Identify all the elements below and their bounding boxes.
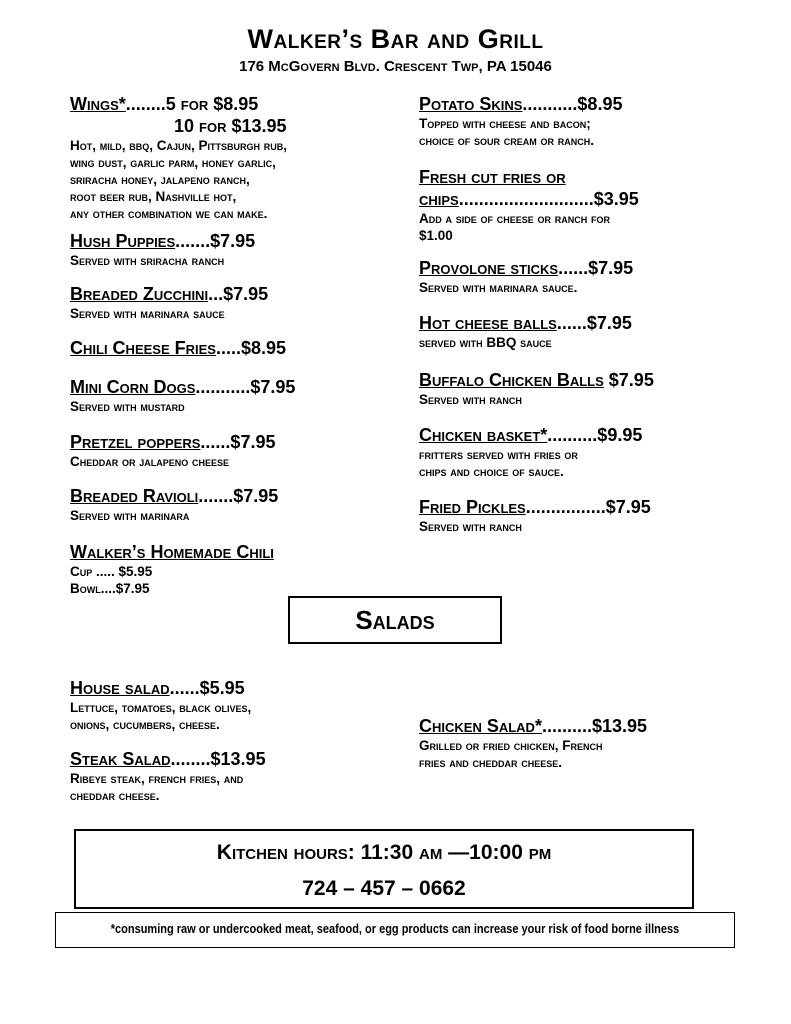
item-desc-line: served with BBQ sauce [419,335,552,350]
item-name: Chili Cheese Fries [70,338,216,358]
item-desc-line: Add a side of cheese or ranch for [419,211,611,226]
menu-item-fried-pickles [419,497,651,535]
item-desc-line: Served with mustard [70,399,185,414]
menu-item-wings [70,94,287,222]
item-desc-line: Served with marinara sauce [70,306,225,321]
restaurant-address: 176 McGovern Blvd. Crescent Twp, PA 15046 [239,58,552,75]
item-name: Provolone sticks [419,258,559,278]
item-name: Potato Skins [419,94,523,114]
menu-item-hush-puppies [70,231,255,269]
item-price: ...........$8.95 [522,94,623,114]
item-desc-line: choice of sour cream or ranch. [419,133,595,148]
item-desc-line: Served with ranch [419,392,522,407]
item-desc-line: Cup ..... $5.95 [70,564,153,579]
item-name: Breaded Ravioli [70,486,199,506]
disclaimer-text: *consuming raw or undercooked meat, seafood, or egg products can increase your risk of food borne illness [110,922,680,936]
item-price: ......$7.95 [556,313,632,333]
item-price: ................$7.95 [525,497,651,517]
item-price: .....$8.95 [215,338,287,358]
item-desc-line: fries and cheddar cheese. [419,755,563,770]
item-name: Chicken Salad* [419,716,542,736]
item-name: Buffalo Chicken Balls [419,370,604,390]
item-name: House salad [70,678,170,698]
menu-item-buffalo-chicken-balls [419,370,654,408]
item-desc-line: Cheddar or jalapeno cheese [70,454,230,469]
item-name: Wings* [70,94,126,114]
item-name: Chicken basket* [419,425,548,445]
item-price: ..........$13.95 [541,716,648,736]
menu-item-homemade-chili [70,542,274,597]
item-price: ......$5.95 [169,678,245,698]
kitchen-hours: Kitchen hours: 11:30 am —10:00 pm [216,841,552,864]
item-desc-line: Served with ranch [419,519,522,534]
item-name-cont: chips [419,189,459,209]
item-desc-line: Bowl....$7.95 [70,581,150,596]
menu-item-chicken-salad [419,716,647,771]
item-name: Pretzel poppers [70,432,201,452]
menu-item-hot-cheese-balls [419,313,632,351]
restaurant-title: Walker’s Bar and Grill [247,24,544,54]
item-desc-line: Served with marinara sauce. [419,280,578,295]
menu-item-breaded-ravioli [70,486,278,524]
item-name: Breaded Zucchini [70,284,209,304]
phone-number: 724 – 457 – 0662 [302,877,466,900]
item-price: ........5 for $8.95 [125,94,259,114]
item-desc-line: onions, cucumbers, cheese. [70,717,220,732]
item-price: $7.95 [603,370,654,390]
item-name: Steak Salad [70,749,171,769]
item-price-alt: 10 for $13.95 [174,116,287,136]
menu-item-chili-cheese-fries [70,338,286,358]
item-price: ...........................$3.95 [458,189,639,209]
item-name: Hot cheese balls [419,313,557,333]
menu-item-chicken-basket [419,425,642,480]
item-desc-line: chips and choice of sauce. [419,464,564,479]
item-desc-line: Hot, mild, bbq, Cajun, Pittsburgh rub, [70,138,288,153]
menu-item-provolone-sticks [419,258,633,296]
item-desc-line: fritters served with fries or [419,447,578,462]
menu-item-pretzel-poppers [70,432,275,470]
item-price: ......$7.95 [558,258,634,278]
item-desc-line: sriracha honey, jalapeno ranch, [70,172,250,187]
item-name: Mini Corn Dogs [70,377,196,397]
item-price: ...........$7.95 [195,377,296,397]
menu-item-fresh-cut-fries [419,167,639,244]
item-price: ..........$9.95 [547,425,643,445]
item-name: Hush Puppies [70,231,176,251]
item-name: Fresh cut fries or [419,167,566,187]
item-desc-line: Ribeye steak, french fries, and [70,771,244,786]
item-desc-line: cheddar cheese. [70,788,160,803]
menu-item-breaded-zucchini [70,284,268,322]
menu-item-potato-skins [419,94,622,149]
item-desc-line: Lettuce, tomatoes, black olives, [70,700,252,715]
menu-item-steak-salad [70,749,266,804]
food-safety-disclaimer [55,912,735,948]
kitchen-hours-box [74,829,694,909]
salads-heading: Salads [288,596,502,644]
item-price: ........$13.95 [170,749,266,769]
item-price: ......$7.95 [200,432,276,452]
item-desc-line: Served with marinara [70,508,190,523]
item-desc-line: Topped with cheese and bacon; [419,116,591,131]
item-price: ...$7.95 [208,284,269,304]
item-desc-line: any other combination we can make. [70,206,268,221]
item-desc-line: Grilled or fried chicken, French [419,738,603,753]
menu-item-mini-corn-dogs [70,377,295,415]
item-name: Fried Pickles [419,497,526,517]
item-desc-line: root beer rub, Nashville hot, [70,189,237,204]
item-desc-line: wing dust, garlic parm, honey garlic, [70,155,276,170]
item-price: .......$7.95 [198,486,279,506]
item-price: .......$7.95 [175,231,256,251]
item-desc-line: Served with sriracha ranch [70,253,225,268]
menu-item-house-salad [70,678,251,733]
item-desc-line: $1.00 [419,228,453,243]
item-name: Walker’s Homemade Chili [70,542,274,562]
